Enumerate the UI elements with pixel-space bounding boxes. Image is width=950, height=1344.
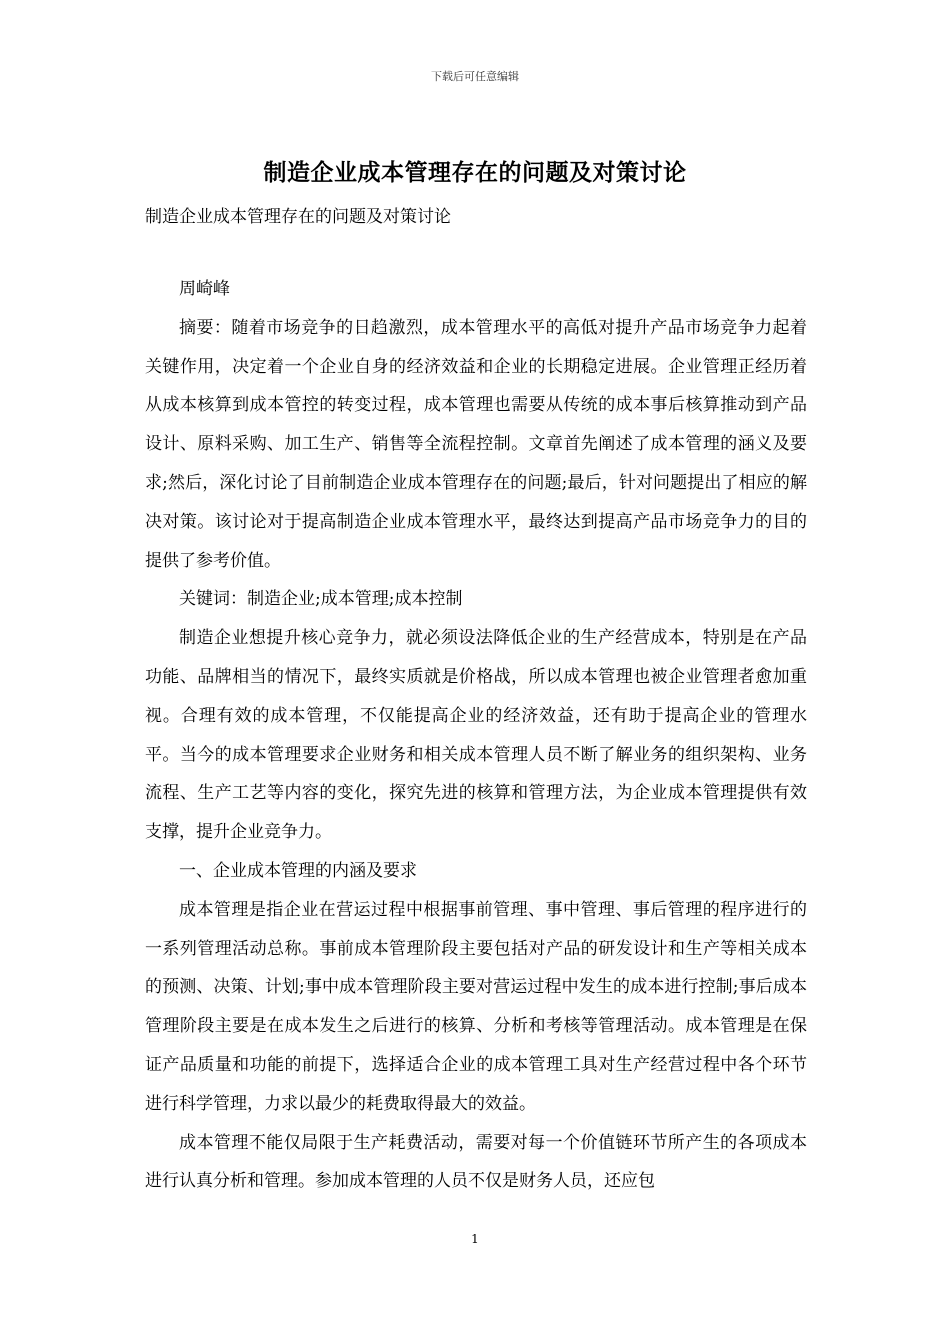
- keywords-paragraph: 关键词：制造企业;成本管理;成本控制: [179, 589, 463, 610]
- intro-paragraph: 制造企业想提升核心竞争力，就必须设法降低企业的生产经营成本，特别是在产品功能、品牌相当的情况下，最终实质就是价格战，所以成本管理也被企业管理者愈加重视。合理有效的成本管理，不仅能提高企业的经济效益，还有助于提高企业的管理水平。当今的成本管理要求企业财务和相关成本管理人员不断了解业务的组织架构、业务流程、生产工艺等内容的变化，探究先进的核算和管理方法，为企业成本管理提供有效支撑，提升企业竞争力。: [145, 628, 807, 843]
- document-title: 制造企业成本管理存在的问题及对策讨论: [263, 159, 687, 186]
- page-number: 1: [471, 1232, 479, 1246]
- page-header-note: 下载后可任意编辑: [431, 70, 519, 83]
- document-subtitle: 制造企业成本管理存在的问题及对策讨论: [145, 207, 451, 227]
- body-paragraph: 成本管理是指企业在营运过程中根据事前管理、事中管理、事后管理的程序进行的一系列管理活动总称。事前成本管理阶段主要包括对产品的研发设计和生产等相关成本的预测、决策、计划;事中成本管理阶段主要对营运过程中发生的成本进行控制;事后成本管理阶段主要是在成本发生之后进行的核算、分析和考核等管理活动。成本管理是在保证产品质量和功能的前提下，选择适合企业的成本管理工具对生产经营过程中各个环节进行科学管理，力求以最少的耗费取得最大的效益。: [145, 899, 807, 1114]
- author-name: 周崎峰: [179, 279, 230, 299]
- section-heading: 一、企业成本管理的内涵及要求: [179, 860, 417, 881]
- body-paragraph: 成本管理不能仅局限于生产耗费活动，需要对每一个价值链环节所产生的各项成本进行认真分析和管理。参加成本管理的人员不仅是财务人员，还应包: [145, 1132, 807, 1192]
- abstract-paragraph: 摘要：随着市场竞争的日趋激烈，成本管理水平的高低对提升产品市场竞争力起着关键作用，决定着一个企业自身的经济效益和企业的长期稳定进展。企业管理正经历着从成本核算到成本管控的转变过程，成本管理也需要从传统的成本事后核算推动到产品设计、原料采购、加工生产、销售等全流程控制。文章首先阐述了成本管理的涵义及要求;然后，深化讨论了目前制造企业成本管理存在的问题;最后，针对问题提出了相应的解决对策。该讨论对于提高制造企业成本管理水平，最终达到提高产品市场竞争力的目的提供了参考价值。: [145, 317, 807, 571]
- document-body: [145, 270, 807, 1201]
